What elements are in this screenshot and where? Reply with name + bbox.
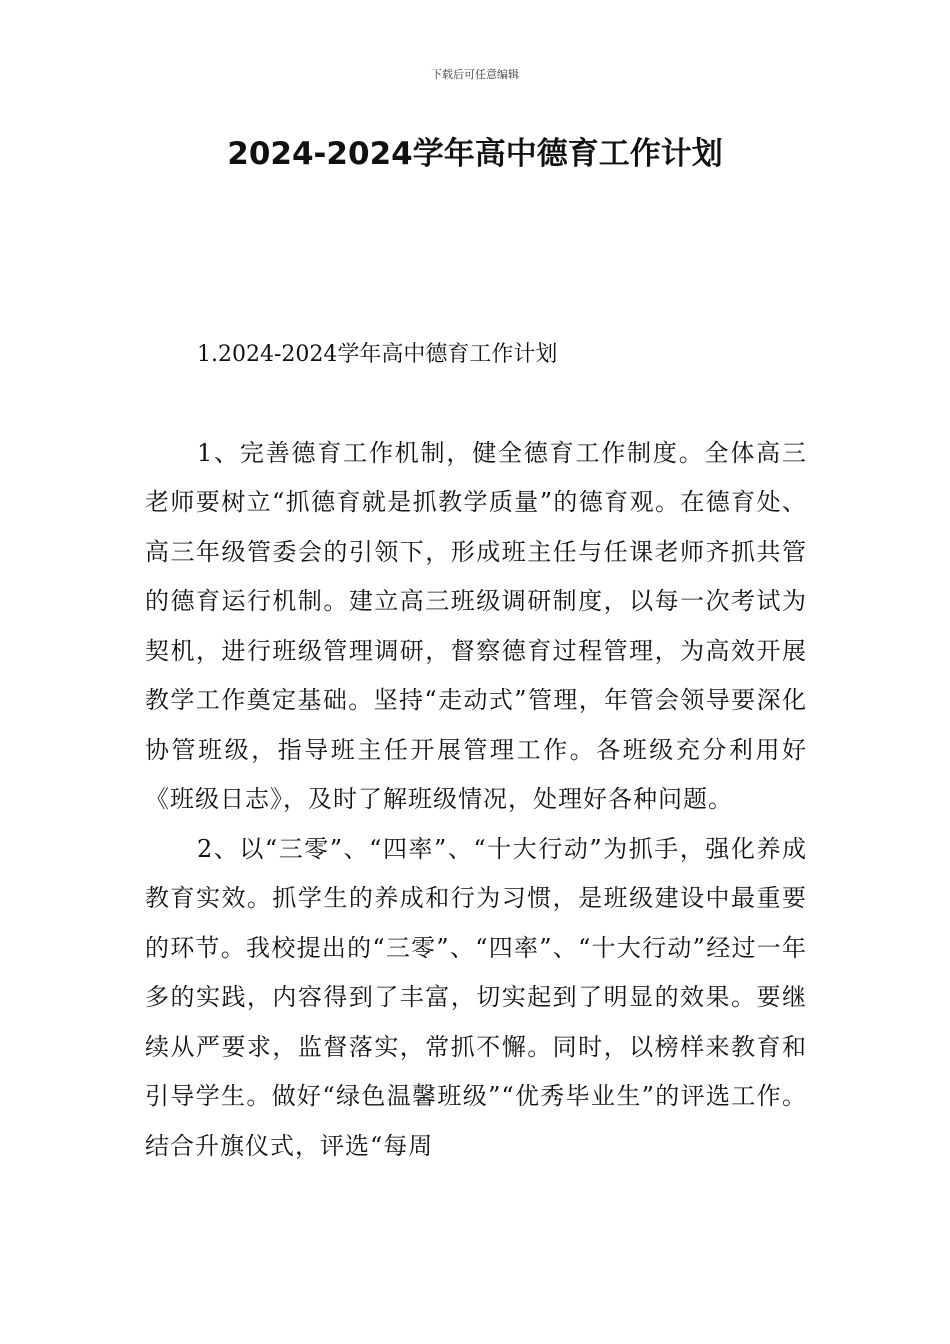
paragraph-2: 2、以“三零”、“四率”、“十大行动”为抓手，强化养成教育实效。抓学生的养成和行为习惯，是班级建设中最重要的环节。我校提出的“三零”、“四率”、“十大行动”经过一年多的实践，内容得到了丰富，切实起到了明显的效果。要继续从严要求，监督落实，常抓不懈。同时，以榜样来教育和引导学生。做好“绿色温馨班级”“优秀毕业生”的评选工作。结合升旗仪式，评选“每周 [145, 834, 807, 1160]
document-body [145, 330, 807, 1171]
paragraph-1: 1、完善德育工作机制，健全德育工作制度。全体高三老师要树立“抓德育就是抓教学质量”的德育观。在德育处、高三年级管委会的引领下，形成班主任与任课老师齐抓共管的德育运行机制。建立高三班级调研制度，以每一次考试为契机，进行班级管理调研，督察德育过程管理，为高效开展教学工作奠定基础。坚持“走动式”管理，年管会领导要深化协管班级，指导班主任开展管理工作。各班级充分利用好《班级日志》，及时了解班级情况，处理好各种问题。 [145, 438, 807, 813]
section-subheading: 1.2024-2024学年高中德育工作计划 [197, 342, 558, 367]
document-title: 2024-2024学年高中德育工作计划 [227, 136, 723, 172]
page-header-note: 下载后可任意编辑 [431, 68, 519, 81]
